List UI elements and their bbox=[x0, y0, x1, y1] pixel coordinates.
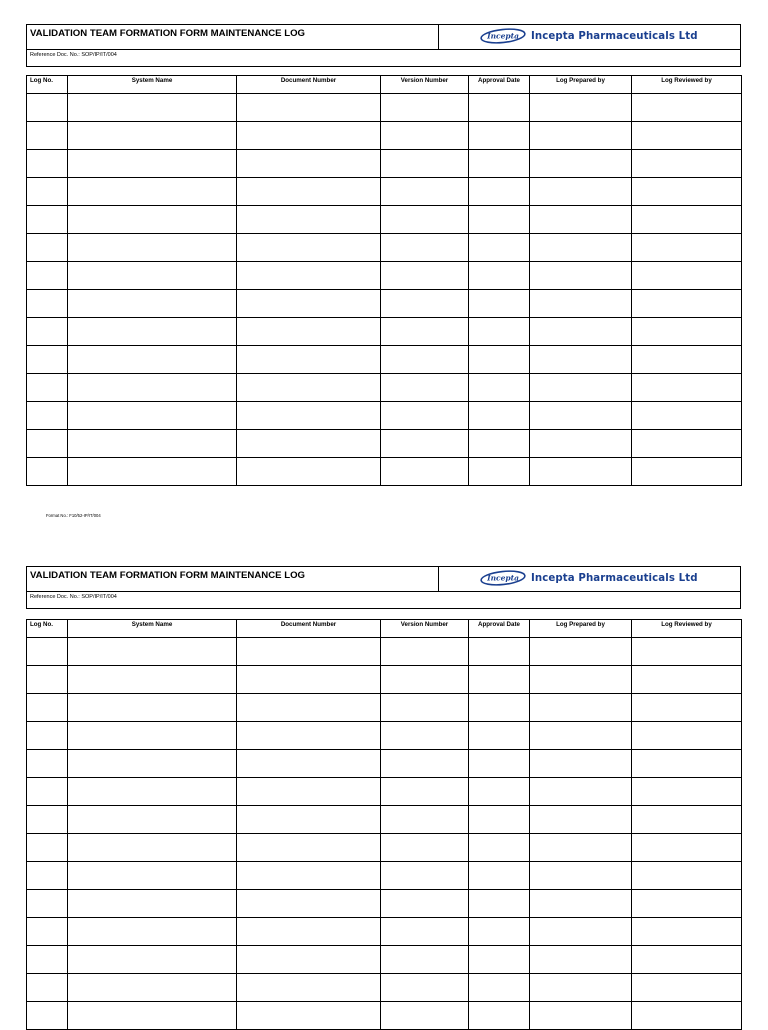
table-row bbox=[27, 778, 742, 806]
table-row bbox=[27, 206, 742, 234]
column-header: Log No. bbox=[27, 620, 68, 638]
table-cell[interactable] bbox=[68, 778, 237, 806]
table-row bbox=[27, 974, 742, 1002]
table-cell[interactable] bbox=[27, 666, 68, 694]
maintenance-log-table bbox=[26, 75, 742, 486]
table-cell[interactable] bbox=[237, 806, 381, 834]
table-cell[interactable] bbox=[27, 458, 68, 486]
table-cell[interactable] bbox=[469, 402, 530, 430]
table-cell[interactable] bbox=[237, 638, 381, 666]
table-cell[interactable] bbox=[68, 122, 237, 150]
form-header bbox=[26, 24, 741, 50]
table-cell[interactable] bbox=[68, 638, 237, 666]
table-cell[interactable] bbox=[632, 918, 742, 946]
table-cell[interactable] bbox=[632, 262, 742, 290]
table-cell[interactable] bbox=[27, 94, 68, 122]
table-cell[interactable] bbox=[632, 178, 742, 206]
table-row bbox=[27, 806, 742, 834]
table-cell[interactable] bbox=[530, 694, 632, 722]
table-cell[interactable] bbox=[27, 834, 68, 862]
table-cell[interactable] bbox=[469, 694, 530, 722]
table-cell[interactable] bbox=[381, 234, 469, 262]
table-cell[interactable] bbox=[469, 834, 530, 862]
table-cell[interactable] bbox=[469, 722, 530, 750]
log-form-1 bbox=[26, 24, 741, 84]
table-cell[interactable] bbox=[27, 122, 68, 150]
table-cell[interactable] bbox=[68, 722, 237, 750]
table-cell[interactable] bbox=[68, 458, 237, 486]
table-cell[interactable] bbox=[27, 430, 68, 458]
table-cell[interactable] bbox=[237, 666, 381, 694]
table-cell[interactable] bbox=[632, 94, 742, 122]
column-header: Log Reviewed by bbox=[632, 620, 742, 638]
table-cell[interactable] bbox=[530, 974, 632, 1002]
table-cell[interactable] bbox=[530, 778, 632, 806]
table-row bbox=[27, 722, 742, 750]
table-cell[interactable] bbox=[632, 1002, 742, 1030]
table-cell[interactable] bbox=[27, 206, 68, 234]
table-cell[interactable] bbox=[530, 150, 632, 178]
table-cell[interactable] bbox=[530, 666, 632, 694]
company-name: Incepta Pharmaceuticals Ltd bbox=[531, 572, 698, 584]
table-row bbox=[27, 262, 742, 290]
table-cell[interactable] bbox=[27, 346, 68, 374]
form-title: VALIDATION TEAM FORMATION FORM MAINTENANCE LOG bbox=[27, 567, 439, 591]
table-cell[interactable] bbox=[237, 346, 381, 374]
company-name: Incepta Pharmaceuticals Ltd bbox=[531, 30, 698, 42]
table-cell[interactable] bbox=[381, 638, 469, 666]
table-row bbox=[27, 234, 742, 262]
table-row bbox=[27, 150, 742, 178]
table-cell[interactable] bbox=[381, 206, 469, 234]
table-header-row bbox=[27, 76, 742, 94]
table-cell[interactable] bbox=[469, 262, 530, 290]
table-cell[interactable] bbox=[381, 750, 469, 778]
table-cell[interactable] bbox=[469, 946, 530, 974]
table-cell[interactable] bbox=[530, 834, 632, 862]
table-cell[interactable] bbox=[68, 374, 237, 402]
table-cell[interactable] bbox=[632, 374, 742, 402]
table-cell[interactable] bbox=[530, 94, 632, 122]
table-cell[interactable] bbox=[530, 178, 632, 206]
table-cell[interactable] bbox=[530, 918, 632, 946]
table-cell[interactable] bbox=[381, 834, 469, 862]
column-header: Log No. bbox=[27, 76, 68, 94]
table-cell[interactable] bbox=[530, 122, 632, 150]
table-cell[interactable] bbox=[469, 234, 530, 262]
table-cell[interactable] bbox=[632, 122, 742, 150]
table-cell[interactable] bbox=[469, 122, 530, 150]
table-cell[interactable] bbox=[27, 178, 68, 206]
table-cell[interactable] bbox=[68, 834, 237, 862]
table-row bbox=[27, 694, 742, 722]
table-cell[interactable] bbox=[381, 974, 469, 1002]
table-cell[interactable] bbox=[381, 778, 469, 806]
table-cell[interactable] bbox=[381, 722, 469, 750]
table-cell[interactable] bbox=[27, 150, 68, 178]
table-cell[interactable] bbox=[632, 206, 742, 234]
table-cell[interactable] bbox=[632, 318, 742, 346]
table-cell[interactable] bbox=[632, 290, 742, 318]
table-cell[interactable] bbox=[469, 346, 530, 374]
table-cell[interactable] bbox=[237, 974, 381, 1002]
column-header: Log Prepared by bbox=[530, 76, 632, 94]
table-cell[interactable] bbox=[469, 430, 530, 458]
table-row bbox=[27, 666, 742, 694]
table-cell[interactable] bbox=[530, 430, 632, 458]
table-cell[interactable] bbox=[68, 318, 237, 346]
table-cell[interactable] bbox=[530, 862, 632, 890]
table-cell[interactable] bbox=[237, 1002, 381, 1030]
table-cell[interactable] bbox=[530, 458, 632, 486]
logo-text: Incepta bbox=[487, 31, 519, 41]
column-header: Log Prepared by bbox=[530, 620, 632, 638]
table-row bbox=[27, 918, 742, 946]
table-cell[interactable] bbox=[530, 262, 632, 290]
table-cell[interactable] bbox=[68, 666, 237, 694]
table-cell[interactable] bbox=[632, 778, 742, 806]
table-cell[interactable] bbox=[530, 806, 632, 834]
table-cell[interactable] bbox=[68, 150, 237, 178]
table-cell[interactable] bbox=[469, 290, 530, 318]
table-cell[interactable] bbox=[237, 374, 381, 402]
table-cell[interactable] bbox=[632, 402, 742, 430]
table-cell[interactable] bbox=[237, 178, 381, 206]
column-header: Document Number bbox=[237, 620, 381, 638]
table-row bbox=[27, 638, 742, 666]
table-cell[interactable] bbox=[632, 834, 742, 862]
form-header bbox=[26, 566, 741, 592]
incepta-swoosh-logo-icon bbox=[479, 27, 527, 45]
company-logo bbox=[479, 27, 698, 45]
table-cell[interactable] bbox=[469, 1002, 530, 1030]
table-cell[interactable] bbox=[68, 694, 237, 722]
table-cell[interactable] bbox=[27, 862, 68, 890]
table-cell[interactable] bbox=[27, 318, 68, 346]
company-logo bbox=[479, 569, 698, 587]
logo-cell bbox=[439, 25, 740, 49]
table-cell[interactable] bbox=[469, 750, 530, 778]
table-cell[interactable] bbox=[381, 694, 469, 722]
table-row bbox=[27, 458, 742, 486]
table-cell[interactable] bbox=[530, 638, 632, 666]
table-cell[interactable] bbox=[27, 722, 68, 750]
table-cell[interactable] bbox=[237, 778, 381, 806]
table-row bbox=[27, 750, 742, 778]
table-cell[interactable] bbox=[27, 638, 68, 666]
table-cell[interactable] bbox=[237, 890, 381, 918]
table-row bbox=[27, 430, 742, 458]
table-cell[interactable] bbox=[237, 834, 381, 862]
column-header: Approval Date bbox=[469, 76, 530, 94]
table-cell[interactable] bbox=[469, 918, 530, 946]
table-cell[interactable] bbox=[237, 150, 381, 178]
table-cell[interactable] bbox=[632, 806, 742, 834]
table-cell[interactable] bbox=[530, 346, 632, 374]
table-cell[interactable] bbox=[68, 974, 237, 1002]
table-cell[interactable] bbox=[27, 778, 68, 806]
table-cell[interactable] bbox=[469, 206, 530, 234]
table-cell[interactable] bbox=[237, 206, 381, 234]
table-cell[interactable] bbox=[27, 290, 68, 318]
table-cell[interactable] bbox=[381, 402, 469, 430]
reference-doc-no: Reference Doc. No.: SOP/IP/IT/004 bbox=[26, 592, 741, 609]
table-cell[interactable] bbox=[381, 318, 469, 346]
table-cell[interactable] bbox=[27, 402, 68, 430]
table-cell[interactable] bbox=[68, 862, 237, 890]
table-cell[interactable] bbox=[469, 806, 530, 834]
table-cell[interactable] bbox=[530, 234, 632, 262]
table-row bbox=[27, 318, 742, 346]
table-cell[interactable] bbox=[381, 262, 469, 290]
table-cell[interactable] bbox=[632, 946, 742, 974]
table-cell[interactable] bbox=[68, 262, 237, 290]
table-cell[interactable] bbox=[237, 694, 381, 722]
table-cell[interactable] bbox=[68, 750, 237, 778]
table-cell[interactable] bbox=[381, 374, 469, 402]
table-cell[interactable] bbox=[237, 750, 381, 778]
table-cell[interactable] bbox=[381, 346, 469, 374]
table-cell[interactable] bbox=[632, 346, 742, 374]
log-form-2 bbox=[26, 566, 741, 628]
table-cell[interactable] bbox=[27, 374, 68, 402]
table-cell[interactable] bbox=[237, 402, 381, 430]
reference-doc-no: Reference Doc. No.: SOP/IP/IT/004 bbox=[26, 50, 741, 67]
table-cell[interactable] bbox=[381, 430, 469, 458]
table-cell[interactable] bbox=[632, 974, 742, 1002]
table-cell[interactable] bbox=[530, 946, 632, 974]
table-cell[interactable] bbox=[68, 178, 237, 206]
table-row bbox=[27, 94, 742, 122]
table-row bbox=[27, 122, 742, 150]
table-cell[interactable] bbox=[530, 402, 632, 430]
column-header: Version Number bbox=[381, 76, 469, 94]
table-cell[interactable] bbox=[632, 722, 742, 750]
column-header: Version Number bbox=[381, 620, 469, 638]
table-cell[interactable] bbox=[381, 806, 469, 834]
table-cell[interactable] bbox=[68, 806, 237, 834]
table-cell[interactable] bbox=[469, 862, 530, 890]
table-cell[interactable] bbox=[632, 458, 742, 486]
table-cell[interactable] bbox=[27, 946, 68, 974]
table-cell[interactable] bbox=[632, 890, 742, 918]
logo-text: Incepta bbox=[487, 573, 519, 583]
table-cell[interactable] bbox=[632, 234, 742, 262]
table-cell[interactable] bbox=[237, 262, 381, 290]
table-cell[interactable] bbox=[27, 974, 68, 1002]
table-cell[interactable] bbox=[530, 206, 632, 234]
table-cell[interactable] bbox=[237, 94, 381, 122]
table-cell[interactable] bbox=[237, 234, 381, 262]
table-cell[interactable] bbox=[530, 290, 632, 318]
logo-cell bbox=[439, 567, 740, 591]
table-cell[interactable] bbox=[237, 918, 381, 946]
table-cell[interactable] bbox=[381, 862, 469, 890]
table-cell[interactable] bbox=[381, 1002, 469, 1030]
table-cell[interactable] bbox=[381, 178, 469, 206]
table-cell[interactable] bbox=[469, 666, 530, 694]
table-cell[interactable] bbox=[68, 234, 237, 262]
table-cell[interactable] bbox=[27, 694, 68, 722]
column-header: Document Number bbox=[237, 76, 381, 94]
table-row bbox=[27, 290, 742, 318]
maintenance-log-table bbox=[26, 619, 742, 1030]
table-cell[interactable] bbox=[469, 890, 530, 918]
table-cell[interactable] bbox=[469, 458, 530, 486]
table-cell[interactable] bbox=[237, 458, 381, 486]
table-cell[interactable] bbox=[530, 318, 632, 346]
table-cell[interactable] bbox=[381, 122, 469, 150]
incepta-swoosh-logo-icon bbox=[479, 569, 527, 587]
table-cell[interactable] bbox=[530, 374, 632, 402]
column-header: Approval Date bbox=[469, 620, 530, 638]
table-cell[interactable] bbox=[237, 290, 381, 318]
table-cell[interactable] bbox=[381, 890, 469, 918]
table-cell[interactable] bbox=[381, 150, 469, 178]
table-cell[interactable] bbox=[27, 918, 68, 946]
table-cell[interactable] bbox=[469, 178, 530, 206]
table-cell[interactable] bbox=[68, 1002, 237, 1030]
table-row bbox=[27, 374, 742, 402]
table-row bbox=[27, 402, 742, 430]
table-cell[interactable] bbox=[68, 946, 237, 974]
table-cell[interactable] bbox=[469, 638, 530, 666]
table-cell[interactable] bbox=[27, 234, 68, 262]
table-cell[interactable] bbox=[68, 402, 237, 430]
column-header: System Name bbox=[68, 620, 237, 638]
table-cell[interactable] bbox=[237, 122, 381, 150]
table-row bbox=[27, 1002, 742, 1030]
table-cell[interactable] bbox=[381, 290, 469, 318]
table-cell[interactable] bbox=[632, 750, 742, 778]
table-cell[interactable] bbox=[469, 778, 530, 806]
table-cell[interactable] bbox=[469, 374, 530, 402]
table-row bbox=[27, 890, 742, 918]
table-cell[interactable] bbox=[237, 318, 381, 346]
table-cell[interactable] bbox=[381, 94, 469, 122]
form-title: VALIDATION TEAM FORMATION FORM MAINTENANCE LOG bbox=[27, 25, 439, 49]
table-cell[interactable] bbox=[469, 150, 530, 178]
table-cell[interactable] bbox=[469, 318, 530, 346]
table-header-row bbox=[27, 620, 742, 638]
table-cell[interactable] bbox=[27, 262, 68, 290]
table-row bbox=[27, 834, 742, 862]
column-header: System Name bbox=[68, 76, 237, 94]
table-cell[interactable] bbox=[469, 974, 530, 1002]
table-cell[interactable] bbox=[632, 694, 742, 722]
table-cell[interactable] bbox=[381, 918, 469, 946]
table-cell[interactable] bbox=[68, 890, 237, 918]
column-header: Log Reviewed by bbox=[632, 76, 742, 94]
table-cell[interactable] bbox=[381, 458, 469, 486]
table-cell[interactable] bbox=[237, 862, 381, 890]
table-row bbox=[27, 178, 742, 206]
table-cell[interactable] bbox=[237, 946, 381, 974]
table-cell[interactable] bbox=[381, 946, 469, 974]
table-cell[interactable] bbox=[68, 94, 237, 122]
table-cell[interactable] bbox=[632, 638, 742, 666]
table-cell[interactable] bbox=[68, 346, 237, 374]
table-row bbox=[27, 946, 742, 974]
table-cell[interactable] bbox=[469, 94, 530, 122]
table-cell[interactable] bbox=[530, 750, 632, 778]
table-cell[interactable] bbox=[632, 430, 742, 458]
table-cell[interactable] bbox=[632, 150, 742, 178]
table-cell[interactable] bbox=[632, 862, 742, 890]
table-cell[interactable] bbox=[27, 806, 68, 834]
table-row bbox=[27, 346, 742, 374]
table-cell[interactable] bbox=[381, 666, 469, 694]
table-cell[interactable] bbox=[68, 206, 237, 234]
table-cell[interactable] bbox=[68, 430, 237, 458]
table-cell[interactable] bbox=[68, 290, 237, 318]
table-cell[interactable] bbox=[530, 1002, 632, 1030]
table-cell[interactable] bbox=[632, 666, 742, 694]
table-cell[interactable] bbox=[530, 890, 632, 918]
table-cell[interactable] bbox=[27, 750, 68, 778]
format-number: Format No.: F10/52-IP/IT/004 bbox=[46, 513, 101, 518]
table-cell[interactable] bbox=[237, 722, 381, 750]
table-cell[interactable] bbox=[27, 1002, 68, 1030]
table-row bbox=[27, 862, 742, 890]
table-cell[interactable] bbox=[237, 430, 381, 458]
table-cell[interactable] bbox=[530, 722, 632, 750]
table-cell[interactable] bbox=[68, 918, 237, 946]
table-cell[interactable] bbox=[27, 890, 68, 918]
